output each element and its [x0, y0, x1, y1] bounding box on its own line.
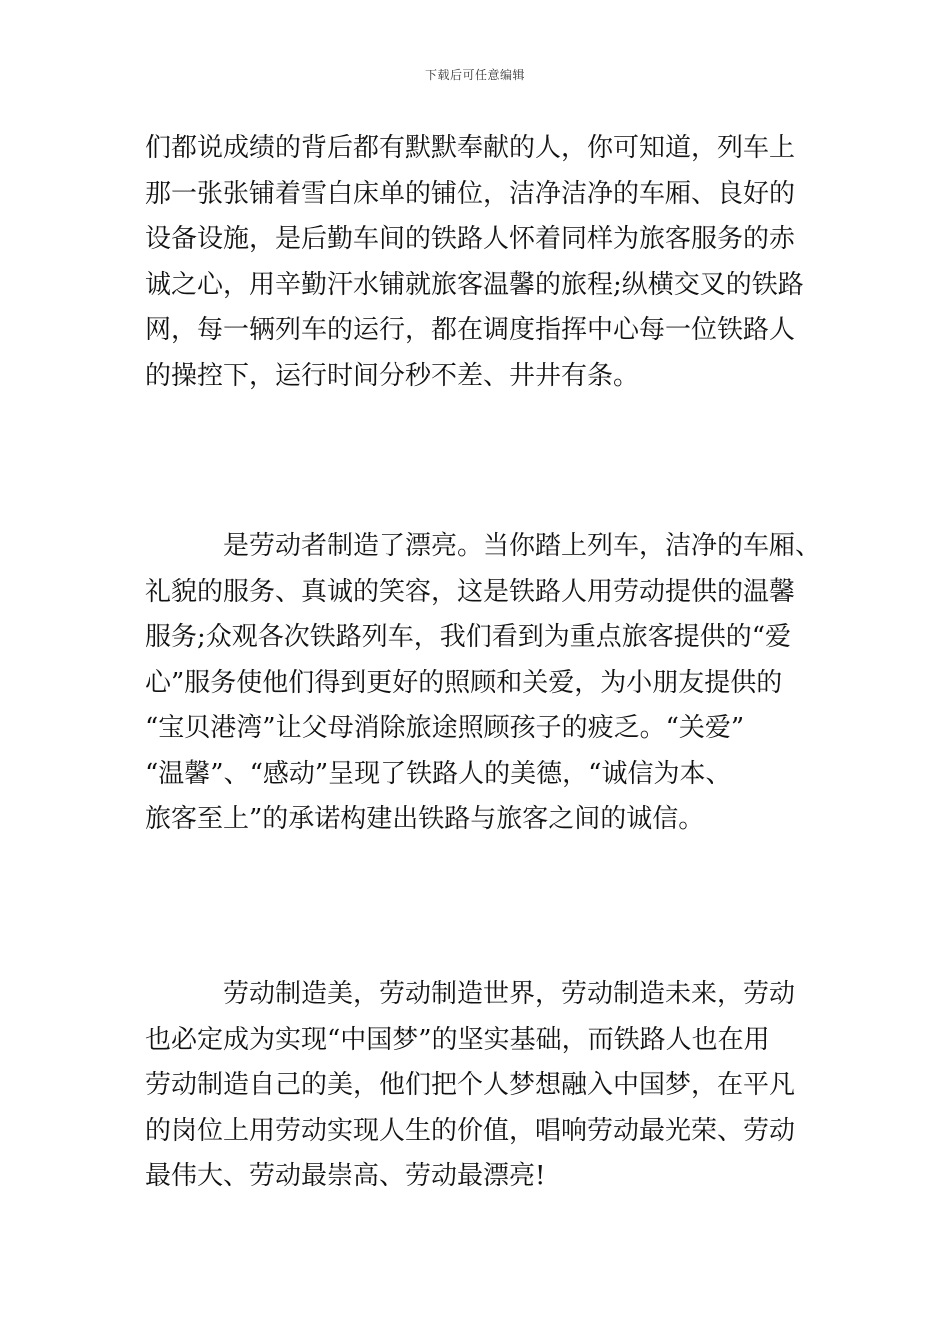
paragraph-2	[145, 524, 825, 843]
paragraph-line: 网，每一辆列车的运行，都在调度指挥中心每一位铁路人	[145, 315, 796, 345]
page-header: 下载后可任意编辑	[424, 68, 525, 82]
paragraph-line: 的操控下，运行时间分秒不差、井井有条。	[145, 360, 640, 391]
paragraph-line: 是劳动者制造了漂亮。当你踏上列车，洁净的车厢、	[145, 531, 822, 561]
paragraph-line: 旅客至上”的承诺构建出铁路与旅客之间的诚信。	[145, 804, 705, 834]
paragraph-line: 们都说成绩的背后都有默默奉献的人，你可知道，列车上	[145, 133, 796, 163]
paragraph-line: 的岗位上用劳动实现人生的价值，唱响劳动最光荣、劳动	[145, 1115, 796, 1146]
paragraph-line: 服务;众观各次铁路列车，我们看到为重点旅客提供的“爱	[145, 622, 792, 652]
paragraph-line: 也必定成为实现“中国梦”的坚实基础，而铁路人也在用	[145, 1024, 770, 1055]
paragraph-line: 最伟大、劳动最崇高、劳动最漂亮!	[145, 1161, 546, 1191]
paragraph-line: 诚之心，用辛勤汗水铺就旅客温馨的旅程;纵横交叉的铁路	[145, 269, 804, 300]
paragraph-line: 那一张张铺着雪白床单的铺位，洁净洁净的车厢、良好的	[145, 178, 796, 209]
paragraph-3	[145, 972, 825, 1200]
paragraph-line: “宝贝港湾”让父母消除旅途照顾孩子的疲乏。“关爱”	[145, 713, 745, 743]
paragraph-line: 设备设施，是后勤车间的铁路人怀着同样为旅客服务的赤	[145, 224, 796, 254]
paragraph-line: 心”服务使他们得到更好的照顾和关爱，为小朋友提供的	[145, 667, 783, 698]
paragraph-line: “温馨”、“感动”呈现了铁路人的美德，“诚信为本、	[145, 758, 732, 789]
paragraph-line: 礼貌的服务、真诚的笑容，这是铁路人用劳动提供的温馨	[145, 576, 796, 607]
paragraph-line: 劳动制造美，劳动制造世界，劳动制造未来，劳动	[145, 979, 796, 1009]
paragraph-1	[145, 126, 825, 399]
paragraph-line: 劳动制造自己的美，他们把个人梦想融入中国梦，在平凡	[145, 1070, 796, 1100]
